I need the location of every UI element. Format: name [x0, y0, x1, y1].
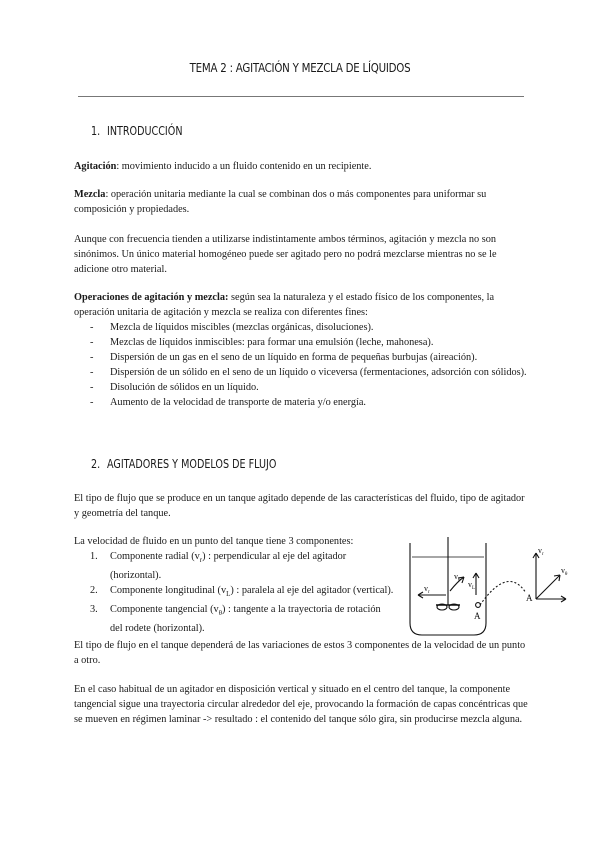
mezcla-term: Mezcla [74, 189, 106, 200]
document-title: TEMA 2 : AGITACIÓN Y MEZCLA DE LÍQUIDOS [189, 60, 411, 75]
section-2-title: AGITADORES Y MODELOS DE FLUJO [107, 457, 277, 471]
title-divider [78, 96, 524, 97]
intro-paragraph: Aunque con frecuencia tienden a utilizarse indistintamente ambos términos, agitación y mezcla no son sinónimos. Un único material homogéneo puede ser agitado pero no podrá mezclarse mientras no se le adicione otro material. [74, 234, 497, 275]
list-item: - Mezcla de líquidos miscibles (mezclas orgánicas, disoluciones). [90, 322, 374, 333]
list-item: 3. Componente tangencial $(v_\theta)$ : tangente a la trayectoria de rotación del rodete (horizontal). [90, 604, 381, 635]
label-vt-detail: $v_\theta$ [561, 566, 568, 577]
section-1-title: INTRODUCCIÓN [107, 124, 183, 138]
components-list [74, 549, 394, 636]
agitator-velocity-diagram [398, 535, 574, 645]
point-a-marker [476, 603, 481, 608]
label-vr-detail: $v_r$ [538, 546, 544, 557]
section-2-heading [91, 457, 276, 471]
label-vtheta: $v_\theta$ [454, 572, 461, 583]
operaciones-term: Operaciones de agitación y mezcla: [74, 292, 229, 303]
operaciones-paragraph [74, 290, 530, 320]
list-item: - Mezclas de líquidos inmiscibles: para formar una emulsión (leche, mahonesa). [90, 337, 434, 348]
list-item: - Dispersión de un sólido en el seno de un líquido o viceversa (fermentaciones, adsorción con sólidos). [90, 367, 527, 378]
label-vl-tank: $v_L$ [468, 580, 476, 591]
operaciones-text: según sea la naturaleza y el estado físico de los componentes, la operación unitaria de agitación y mezcla se realiza con diferentes fines: [74, 292, 495, 318]
agitacion-definition [74, 159, 530, 174]
list-item: 1. Componente radial $(v_r)$ : perpendicular al eje del agitador (horizontal). [90, 551, 347, 582]
label-vr: $v_r$ [424, 584, 430, 595]
section-1-number: 1. [91, 124, 101, 138]
label-a-detail: A [526, 593, 533, 603]
flujo-paragraph-4: En el caso habitual de un agitador en disposición vertical y situado en el centro del tanque, la componente tangencial sigue una trayectoria circular alrededor del eje, provocando la formación de capas concéntricas que se mueven en régimen laminar -> resultado : el contenido del tanque sólo gira, sin producirse mezcla alguna. [74, 684, 528, 725]
agitacion-term: Agitación [74, 161, 117, 172]
section-2-number: 2. [91, 457, 101, 471]
label-a-tank: A [474, 611, 481, 621]
section-1-heading [91, 124, 183, 138]
list-item: 2. Componente longitudinal $(v_L)$ : paralela al eje del agitador (vertical). [90, 585, 394, 599]
agitacion-text: : movimiento inducido a un fluido contenido en un recipiente. [116, 161, 372, 172]
mezcla-text: : operación unitaria mediante la cual se combinan dos o más componentes para uniformar su composición y propiedades. [74, 189, 487, 215]
flujo-paragraph-3: El tipo de flujo en el tanque dependerá de las variaciones de estos 3 componentes de la velocidad de un punto a otro. [74, 640, 526, 666]
flujo-paragraph-2: La velocidad de fluido en un punto del tanque tiene 3 componentes: [74, 536, 354, 547]
operaciones-list [74, 320, 530, 410]
detail-vt-arrow [536, 575, 560, 599]
detail-connector [480, 581, 526, 605]
list-item: - Aumento de la velocidad de transporte de materia y/o energía. [90, 397, 366, 408]
list-item: - Dispersión de un gas en el seno de un líquido en forma de pequeñas burbujas (aireación). [90, 352, 478, 363]
mezcla-definition [74, 187, 530, 217]
flujo-paragraph-1: El tipo de flujo que se produce en un tanque agitado depende de las características del fluido, tipo de agitador y geometría del tanque. [74, 493, 525, 519]
list-item: - Disolución de sólidos en un líquido. [90, 382, 259, 393]
